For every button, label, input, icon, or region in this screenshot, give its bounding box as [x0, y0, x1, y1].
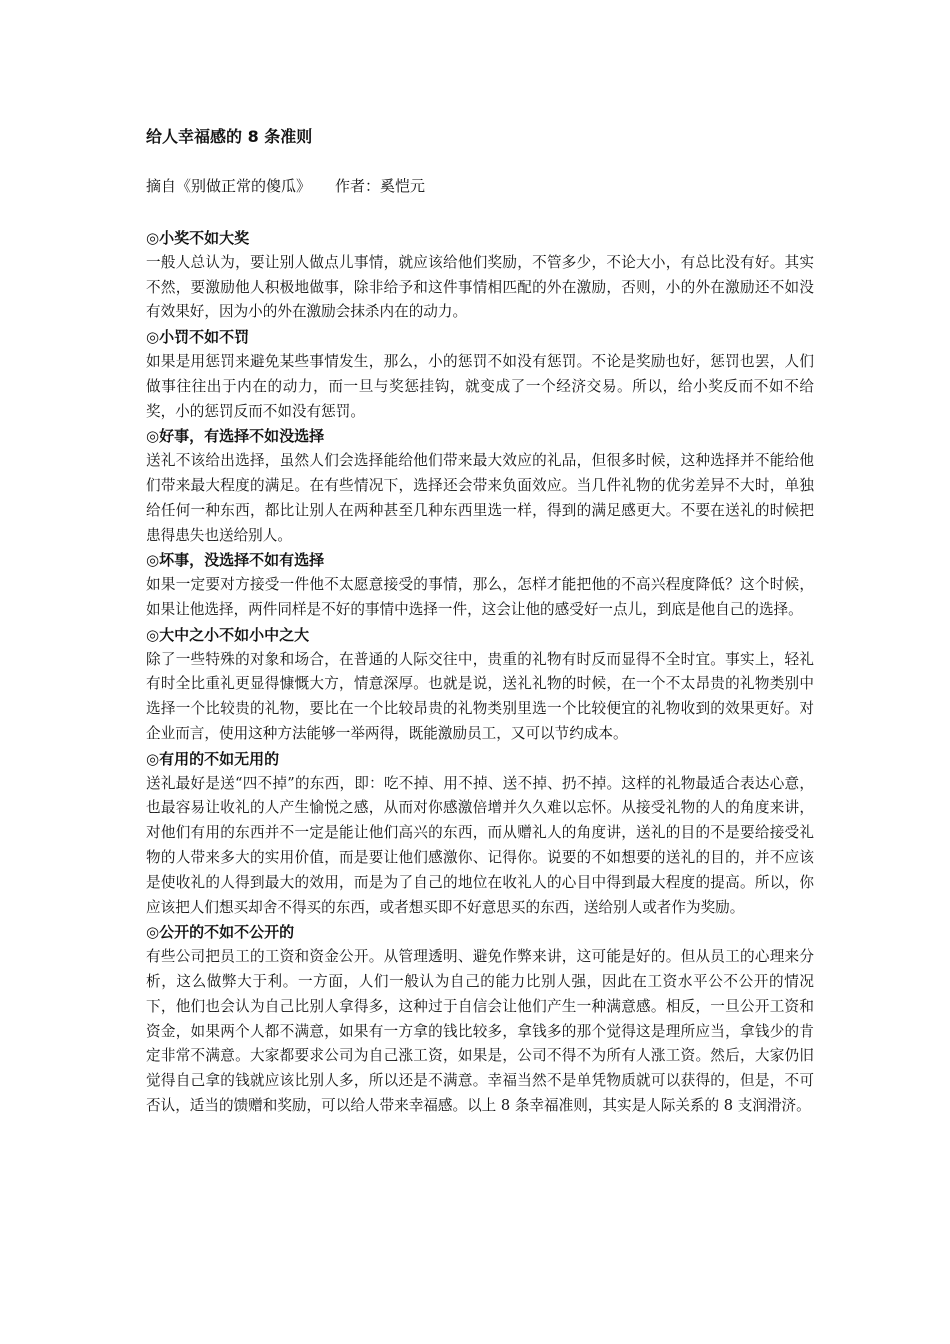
- section-heading: ◎大中之小不如小中之大: [146, 625, 310, 644]
- section-heading: ◎小奖不如大奖: [146, 229, 250, 247]
- source-text: 摘自《别做正常的傻瓜》: [146, 177, 312, 195]
- section-public-vs-private: [146, 920, 814, 1118]
- document-page: [146, 124, 814, 1119]
- section-heading: ◎有用的不如无用的: [146, 749, 280, 768]
- section-bad-things-choice: [146, 548, 814, 622]
- section-small-reward: [146, 226, 814, 325]
- section-small-penalty: [146, 325, 814, 424]
- section-body: 有些公司把员工的工资和资金公开。从管理透明、避免作弊来讲，这可能是好的。但从员工的心理来分析，这么做弊大于利。一方面，人们一般认为自己的能力比别人强，因此在工资水平公不公开的情况下，他们也会认为自己比别人拿得多，这种过于自信会让他们产生一种满意感。相反，一旦公开工资和资金，如果两个人都不满意，如果有一方拿的钱比较多，拿钱多的那个觉得这是理所应当，拿钱少的肯定非常不满意。大家都要求公司为自己涨工资，如果是，公司不得不为所有人涨工资。然后，大家仍旧觉得自己拿的钱就应该比别人多，所以还是不满意。幸福当然不是单凭物质就可以获得的，但是，不可否认，适当的馈赠和奖励，可以给人带来幸福感。以上 8 条幸福准则，其实是人际关系的 8 支润滑济。: [146, 948, 814, 1114]
- section-heading: ◎小罚不如不罚: [146, 328, 250, 347]
- section-body: 如果是用惩罚来避免某些事情发生，那么，小的惩罚不如没有惩罚。不论是奖励也好，惩罚也罢，人们做事往往出于内在的动力，而一旦与奖惩挂钩，就变成了一个经济交易。所以，给小奖反而不如不给奖，小的惩罚反而不如没有惩罚。: [146, 352, 814, 420]
- section-body: 一般人总认为，要让别人做点儿事情，就应该给他们奖励，不管多少，不论大小，有总比没有好。其实不然，要激励他人积极地做事，除非给予和这件事情相匹配的外在激励，否则，小的外在激励还不如没有效果好，因为小的外在激励会抹杀内在的动力。: [146, 253, 814, 321]
- section-small-in-large: [146, 623, 814, 747]
- section-heading: ◎公开的不如不公开的: [146, 923, 295, 942]
- sections: [146, 226, 814, 1119]
- section-body: 送礼不该给出选择，虽然人们会选择能给他们带来最大效应的礼品，但很多时候，这种选择并不能给他们带来最大程度的满足。在有些情况下，选择还会带来负面效应。当几件礼物的优劣差异不大时，单独给任何一种东西，都比让别人在两种甚至几种东西里选一样，得到的满足感更大。不要在送礼的时候把患得患失也送给别人。: [146, 452, 814, 544]
- section-heading: ◎好事，有选择不如没选择: [146, 427, 325, 446]
- section-heading: ◎坏事，没选择不如有选择: [146, 551, 325, 570]
- section-useful-vs-useless: [146, 747, 814, 921]
- section-good-things-choice: [146, 424, 814, 548]
- section-body: 除了一些特殊的对象和场合，在普通的人际交往中，贵重的礼物有时反而显得不全时宜。事实上，轻礼有时全比重礼更显得慷慨大方，情意深厚。也就是说，送礼礼物的时候，在一个不太昂贵的礼物类别中选择一个比较贵的礼物，要比在一个比较昂贵的礼物类别里选一个比较便宜的礼物收到的效果更好。对企业而言，使用这种方法能够一举两得，既能激励员工，又可以节约成本。: [146, 650, 814, 742]
- section-body: 送礼最好是送“四不掉”的东西，即：吃不掉、用不掉、送不掉、扔不掉。这样的礼物最适合表达心意，也最容易让收礼的人产生愉悦之感，从而对你感激倍增并久久难以忘怀。从接受礼物的人的角度来讲，对他们有用的东西并不一定是能让他们高兴的东西，而从赠礼人的角度讲，送礼的目的不是要给接受礼物的人带来多大的实用价值，而是要让他们感激你、记得你。说要的不如想要的送礼的目的，并不应该是使收礼的人得到最大的效用，而是为了自己的地位在收礼人的心目中得到最大程度的提高。所以，你应该把人们想买却舍不得买的东西，或者想买即不好意思买的东西，送给别人或者作为奖励。: [146, 774, 814, 916]
- byline: [146, 176, 814, 196]
- section-body: 如果一定要对方接受一件他不太愿意接受的事情，那么，怎样才能把他的不高兴程度降低？这个时候，如果让他选择，两件同样是不好的事情中选择一件，这会让他的感受好一点儿，到底是他自己的选择。: [146, 576, 814, 618]
- document-title: 给人幸福感的 8 条准则: [146, 127, 313, 146]
- author-text: 作者：奚恺元: [335, 177, 426, 195]
